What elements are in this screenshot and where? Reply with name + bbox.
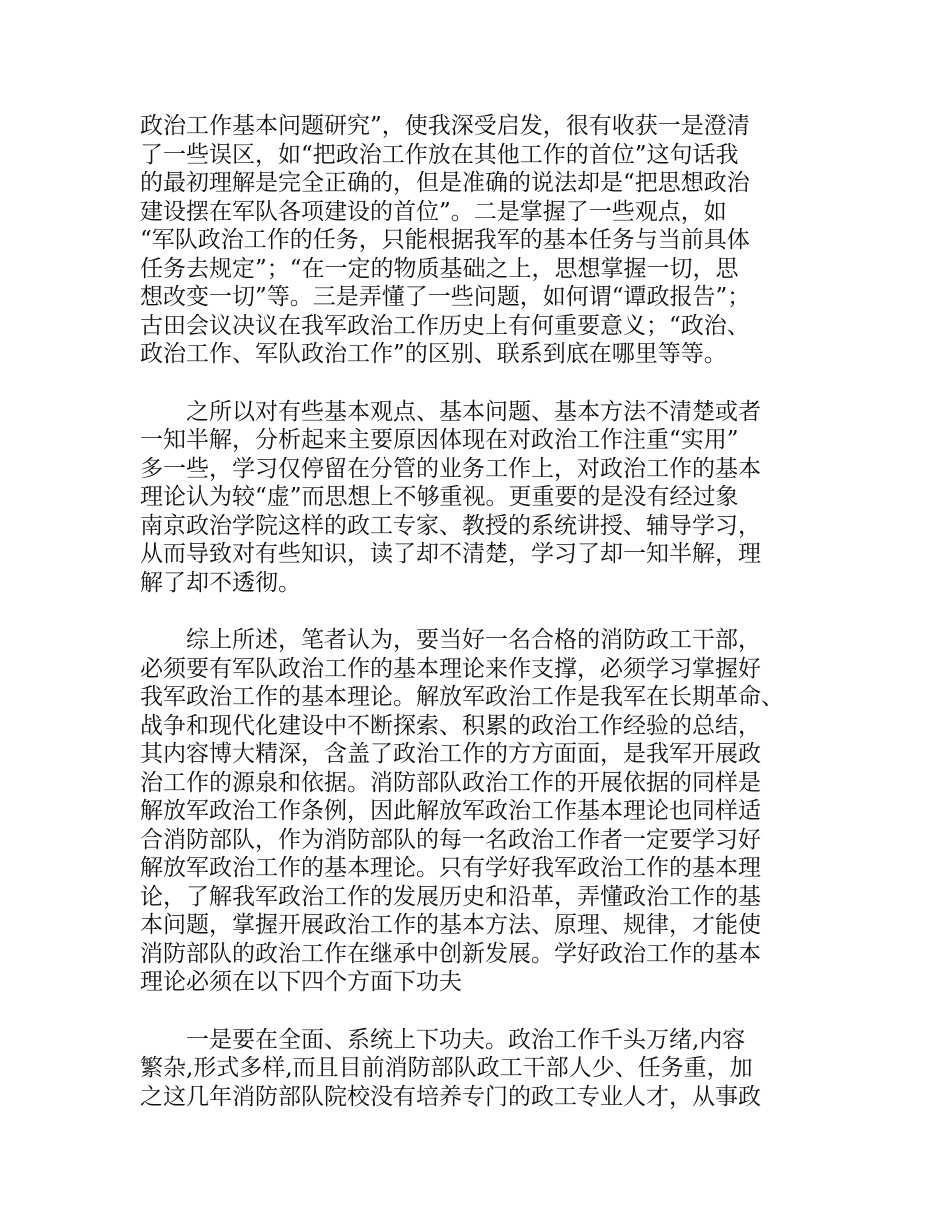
text-line: 消防部队的政治工作在继承中创新发展。学好政治工作的基本	[140, 940, 761, 967]
text-line: 战争和现代化建设中不断探索、积累的政治工作经验的总结，	[140, 712, 761, 739]
text-line: 之这几年消防部队院校没有培养专门的政工专业人才，从事政	[140, 1083, 761, 1110]
text-line: 之所以对有些基本观点、基本问题、基本方法不清楚或者	[186, 398, 761, 425]
document-page	[140, 112, 820, 1140]
text-line: 论，了解我军政治工作的发展历史和沿革，弄懂政治工作的基	[140, 883, 761, 910]
text-line: 多一些，学习仅停留在分管的业务工作上，对政治工作的基本	[140, 455, 761, 482]
text-line: 解了却不透彻。	[140, 569, 301, 596]
text-line: 解放军政治工作条例，因此解放军政治工作基本理论也同样适	[140, 798, 761, 824]
text-line: 从而导致对有些知识，读了却不清楚，学习了却一知半解，理	[140, 541, 761, 567]
text-line: 一是要在全面、系统上下功夫。政治工作千头万绪,内容	[186, 1026, 746, 1053]
text-line: 解放军政治工作的基本理论。只有学好我军政治工作的基本理	[140, 855, 761, 881]
text-line: 其内容博大精深，含盖了政治工作的方方面面，是我军开展政	[140, 741, 761, 767]
text-line: 建设摆在军队各项建设的首位”。二是掌握了一些观点，如	[140, 198, 727, 225]
text-line: 本问题，掌握开展政治工作的基本方法、原理、规律，才能使	[140, 912, 761, 938]
text-line: 古田会议决议在我军政治工作历史上有何重要意义；“政治、	[140, 312, 750, 339]
text-line: 治工作的源泉和依据。消防部队政治工作的开展依据的同样是	[140, 769, 761, 796]
text-line: 综上所述，笔者认为，要当好一名合格的消防政工干部，	[186, 627, 761, 653]
text-line: 想改变一切”等。三是弄懂了一些问题，如何谓“谭政报告”；	[140, 284, 751, 310]
text-line: 繁杂,形式多样,而且目前消防部队政工干部人少、任务重，加	[140, 1055, 753, 1081]
text-line: 理论认为较“虚”而思想上不够重视。更重要的是没有经过象	[140, 484, 739, 510]
paragraph-4	[140, 1026, 820, 1112]
text-line: 任务去规定”；“在一定的物质基础之上，思想掌握一切，思	[140, 255, 739, 282]
paragraph-2	[140, 398, 820, 598]
text-line: 必须要有军队政治工作的基本理论来作支撑，必须学习掌握好	[140, 655, 761, 682]
text-line: 理论必须在以下四个方面下功夫	[140, 969, 462, 995]
text-line: 政治工作基本问题研究”，使我深受启发，很有收获一是澄清	[140, 113, 750, 139]
paragraph-1	[140, 112, 820, 369]
text-line: 合消防部队，作为消防部队的每一名政治工作者一定要学习好	[140, 826, 761, 853]
text-line: 一知半解，分析起来主要原因体现在对政治工作注重“实用”	[140, 427, 739, 453]
paragraph-3	[140, 626, 820, 997]
text-line: 的最初理解是完全正确的，但是准确的说法却是“把思想政治	[140, 170, 750, 196]
text-line: 我军政治工作的基本理论。解放军政治工作是我军在长期革命、	[140, 684, 784, 710]
text-line: 南京政治学院这样的政工专家、教授的系统讲授、辅导学习，	[140, 512, 761, 539]
text-line: “军队政治工作的任务，只能根据我军的基本任务与当前具体	[140, 227, 750, 253]
text-line: 政治工作、军队政治工作”的区别、联系到底在哪里等等。	[140, 341, 727, 367]
text-line: 了一些误区，如“把政治工作放在其他工作的首位”这句话我	[140, 141, 739, 168]
